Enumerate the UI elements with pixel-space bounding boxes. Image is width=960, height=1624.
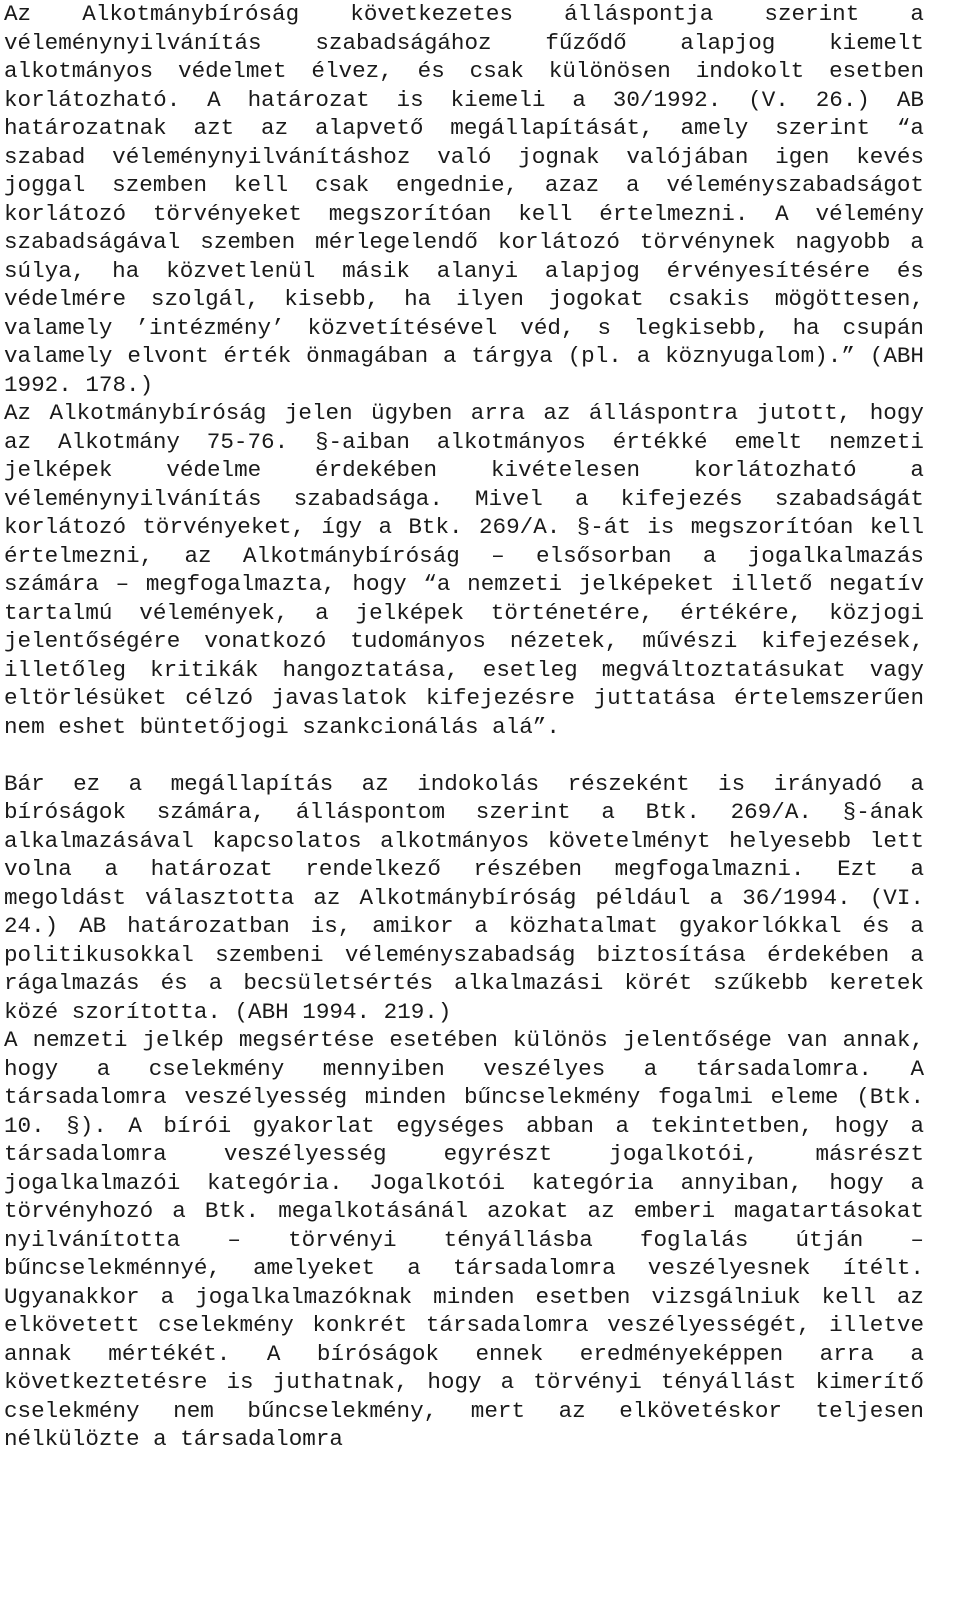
paragraph-2: Az Alkotmánybíróság jelen ügyben arra az álláspontra jutott, hogy az Alkotmány 75-76. §-aiban alkotmányos értékké emelt nemzeti jelképek védelme érdekében kivételesen korlátozható a véleménynyilvánítás szabadsága. Mivel a kifejezés szabadságát korlátozó törvényeket, így a Btk. 269/A. §-át is megszorítóan kell értelmezni, az Alkotmánybíróság – elsősorban a jogalkalmazás számára – megfogalmazta, hogy “a nemzeti jelképeket illető negatív tartalmú vélemények, a jelképek történetére, értékére, közjogi jelentőségére vonatkozó tudományos nézetek, művészi kifejezések, illetőleg kritikák hangoztatása, esetleg megváltoztatásukat vagy eltörlésüket célzó javaslatok kifejezésre juttatása értelemszerűen nem eshet büntetőjogi szankcionálás alá”. (4, 400, 924, 740)
paragraph-spacer (4, 741, 924, 770)
paragraph-1: Az Alkotmánybíróság következetes álláspontja szerint a véleménynyilvánítás szabadságához fűződő alapjog kiemelt alkotmányos védelmet élvez, és csak különösen indokolt esetben korlátozható. A határozat is kiemeli a 30/1992. (V. 26.) AB határozatnak azt az alapvető megállapítását, amely szerint “a szabad véleménynyilvánításhoz való jognak valójában igen kevés joggal szemben kell csak engednie, azaz a véleményszabadságot korlátozó törvényeket megszorítóan kell értelmezni. A vélemény szabadságával szemben mérlegelendő korlátozó törvénynek nagyobb a súlya, ha közvetlenül másik alanyi alapjog érvényesítésére és védelmére szolgál, kisebb, ha ilyen jogokat csakis mögöttesen, valamely ’intézmény’ közvetítésével véd, s legkisebb, ha csupán valamely elvont érték önmagában a tárgya (pl. a köznyugalom).” (ABH 1992. 178.) (4, 1, 924, 398)
paragraph-4: A nemzeti jelkép megsértése esetében különös jelentősége van annak, hogy a cselekmény mennyiben veszélyes a társadalomra. A társadalomra veszélyesség minden bűncselekmény fogalmi eleme (Btk. 10. §). A bírói gyakorlat egységes abban a tekintetben, hogy a társadalomra veszélyesség egyrészt jogalkotói, másrészt jogalkalmazói kategória. Jogalkotói kategória annyiban, hogy a törvényhozó a Btk. megalkotásánál azokat az emberi magatartásokat nyilvánította – törvényi tényállásba foglalás útján – bűncselekménnyé, amelyeket a társadalomra veszélyesnek ítélt. Ugyanakkor a jogalkalmazóknak minden esetben vizsgálniuk kell az elkövetett cselekmény konkrét társadalomra veszélyességét, illetve annak mértékét. A bíróságok ennek eredményeképpen arra a következtetésre is juthatnak, hogy a törvényi tényállást kimerítő cselekmény nem bűncselekmény, mert az elkövetéskor teljesen nélkülözte a társadalomra (4, 1027, 924, 1452)
paragraph-3: Bár ez a megállapítás az indokolás részeként is irányadó a bíróságok számára, álláspontom szerint a Btk. 269/A. §-ának alkalmazásával kapcsolatos alkotmányos követelményt helyesebb lett volna a határozat rendelkező részében megfogalmazni. Ezt a megoldást választotta az Alkotmánybíróság például a 36/1994. (VI. 24.) AB határozatban is, amikor a közhatalmat gyakorlókkal és a politikusokkal szembeni véleményszabadság biztosítása érdekében a rágalmazás és a becsületsértés alkalmazási körét szűkebb keretek közé szorította. (ABH 1994. 219.) (4, 770, 924, 1025)
document-page (4, 0, 924, 1454)
